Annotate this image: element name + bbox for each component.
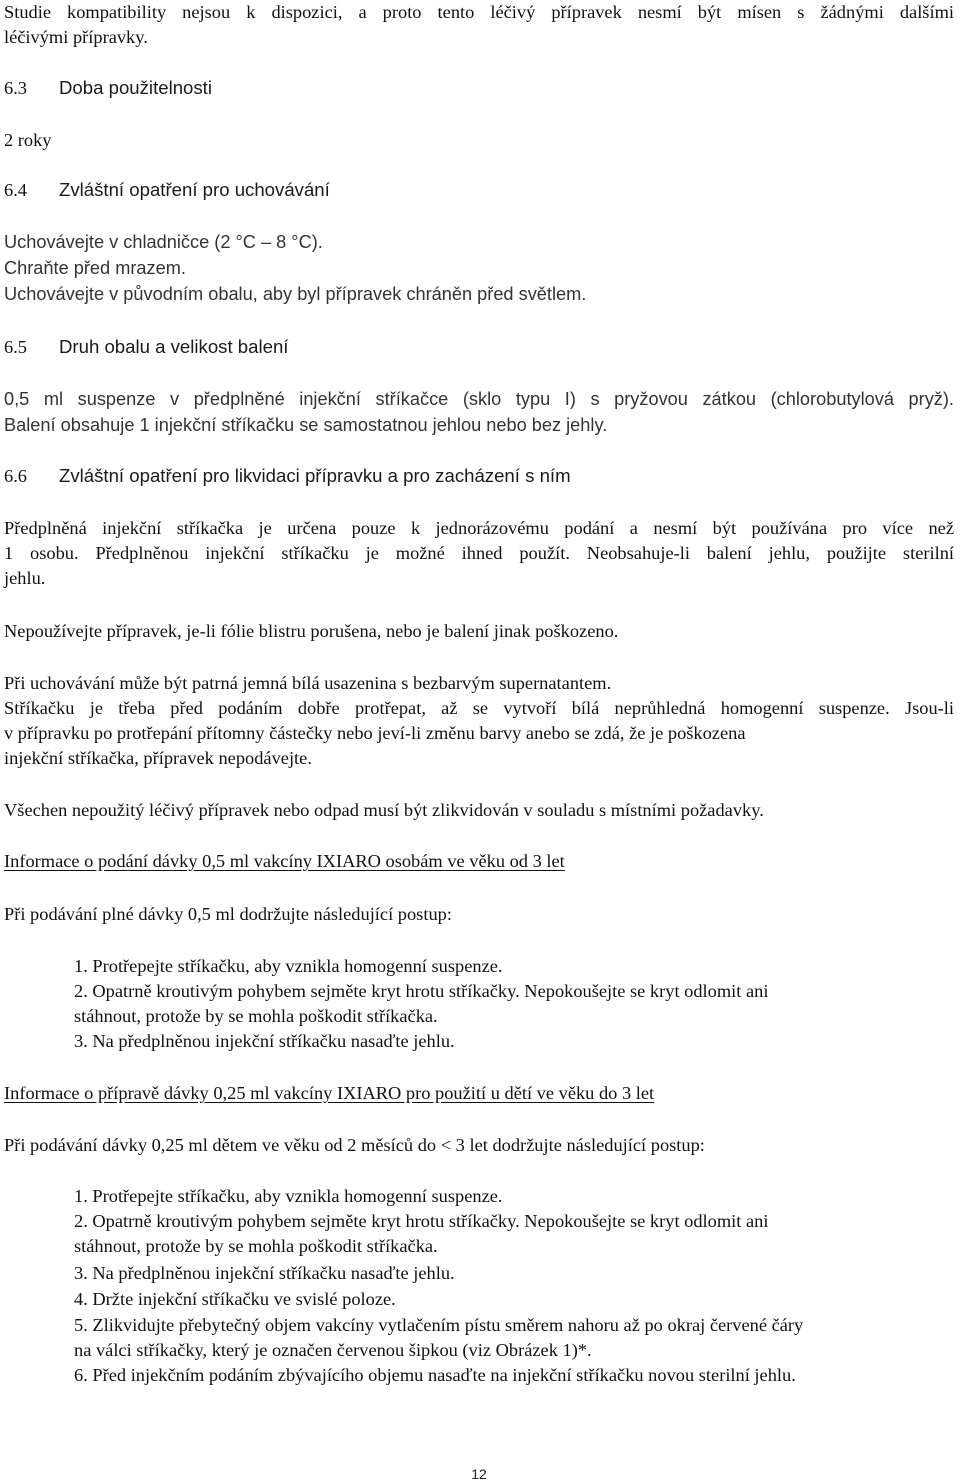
section-number: 6.4 — [4, 180, 27, 200]
paragraph-line: 0,5 ml suspenze v předplněné injekční stříkačce (sklo typu I) s pryžovou zátkou (chlorobutylová pryž). — [4, 389, 954, 409]
list-item: 1. Protřepejte stříkačku, aby vznikla homogenní suspenze. — [74, 956, 503, 976]
section-heading-6-3 — [4, 77, 212, 99]
paragraph-line: 2 roky — [4, 130, 52, 150]
list-item: 3. Na předplněnou injekční stříkačku nasaďte jehlu. — [74, 1263, 455, 1283]
paragraph-line: Při uchovávání může být patrná jemná bílá usazenina s bezbarvým supernatantem. — [4, 673, 612, 693]
section-title: Zvláštní opatření pro uchovávání — [59, 179, 330, 200]
paragraph-line: Studie kompatibility nejsou k dispozici, a proto tento léčivý přípravek nesmí být mísen s žádnými dalšími — [4, 2, 954, 22]
list-item: 5. Zlikvidujte přebytečný objem vakcíny vytlačením pístu směrem nahoru až po okraj červené čáry — [74, 1315, 804, 1335]
paragraph-line: Chraňte před mrazem. — [4, 258, 186, 278]
section-title: Druh obalu a velikost balení — [59, 336, 289, 357]
list-item: stáhnout, protože by se mohla poškodit stříkačka. — [74, 1236, 438, 1256]
paragraph-line: Při podávání dávky 0,25 ml dětem ve věku od 2 měsíců do < 3 let dodržujte následující postup: — [4, 1135, 705, 1155]
section-title: Doba použitelnosti — [59, 77, 212, 98]
list-item: 2. Opatrně kroutivým pohybem sejměte kryt hrotu stříkačky. Nepokoušejte se kryt odlomit ani — [74, 981, 769, 1001]
paragraph-line: v přípravku po protřepání přítomny částečky nebo jeví-li změnu barvy anebo se zdá, že je poškozena — [4, 723, 746, 743]
paragraph-line: injekční stříkačka, přípravek nepodávejte. — [4, 748, 312, 768]
section-title: Zvláštní opatření pro likvidaci přípravku a pro zacházení s ním — [59, 465, 571, 486]
subheading-dose-0-5ml: Informace o podání dávky 0,5 ml vakcíny IXIARO osobám ve věku od 3 let — [4, 851, 565, 871]
list-item: 1. Protřepejte stříkačku, aby vznikla homogenní suspenze. — [74, 1186, 503, 1206]
paragraph-line: jehlu. — [4, 568, 46, 588]
subheading-dose-0-25ml: Informace o přípravě dávky 0,25 ml vakcíny IXIARO pro použití u dětí ve věku do 3 let — [4, 1083, 655, 1103]
section-heading-6-5 — [4, 336, 288, 358]
paragraph-line: Všechen nepoužitý léčivý přípravek nebo odpad musí být zlikvidován v souladu s místními požadavky. — [4, 800, 764, 820]
paragraph-line: 1 osobu. Předplněnou injekční stříkačku je možné ihned použít. Neobsahuje-li balení jehlu, použijte sterilní — [4, 543, 954, 563]
paragraph-line: Stříkačku je třeba před podáním dobře protřepat, až se vytvoří bílá neprůhledná homogenní suspenze. Jsou-li — [4, 698, 954, 718]
paragraph-line: Uchovávejte v původním obalu, aby byl přípravek chráněn před světlem. — [4, 284, 587, 304]
section-heading-6-4 — [4, 179, 330, 201]
section-number: 6.6 — [4, 466, 27, 486]
page-number: 12 — [471, 1466, 487, 1482]
paragraph-line: Balení obsahuje 1 injekční stříkačku se samostatnou jehlou nebo bez jehly. — [4, 415, 608, 435]
paragraph-line: Předplněná injekční stříkačka je určena pouze k jednorázovému podání a nesmí být používána pro více než — [4, 518, 954, 538]
paragraph-line: Nepoužívejte přípravek, je-li fólie blistru porušena, nebo je balení jinak poškozeno. — [4, 621, 619, 641]
list-item: stáhnout, protože by se mohla poškodit stříkačka. — [74, 1006, 438, 1026]
paragraph-line: léčivými přípravky. — [4, 27, 148, 47]
paragraph-line: Uchovávejte v chladničce (2 °C – 8 °C). — [4, 232, 323, 252]
list-item: 3. Na předplněnou injekční stříkačku nasaďte jehlu. — [74, 1031, 455, 1051]
list-item: 4. Držte injekční stříkačku ve svislé poloze. — [74, 1289, 396, 1309]
section-number: 6.5 — [4, 337, 27, 357]
paragraph-line: Při podávání plné dávky 0,5 ml dodržujte následující postup: — [4, 904, 452, 924]
list-item: 6. Před injekčním podáním zbývajícího objemu nasaďte na injekční stříkačku novou sterilní jehlu. — [74, 1365, 796, 1385]
section-heading-6-6 — [4, 465, 571, 487]
list-item: na válci stříkačky, který je označen červenou šipkou (viz Obrázek 1)*. — [74, 1340, 592, 1360]
section-number: 6.3 — [4, 78, 27, 98]
list-item: 2. Opatrně kroutivým pohybem sejměte kryt hrotu stříkačky. Nepokoušejte se kryt odlomit ani — [74, 1211, 769, 1231]
